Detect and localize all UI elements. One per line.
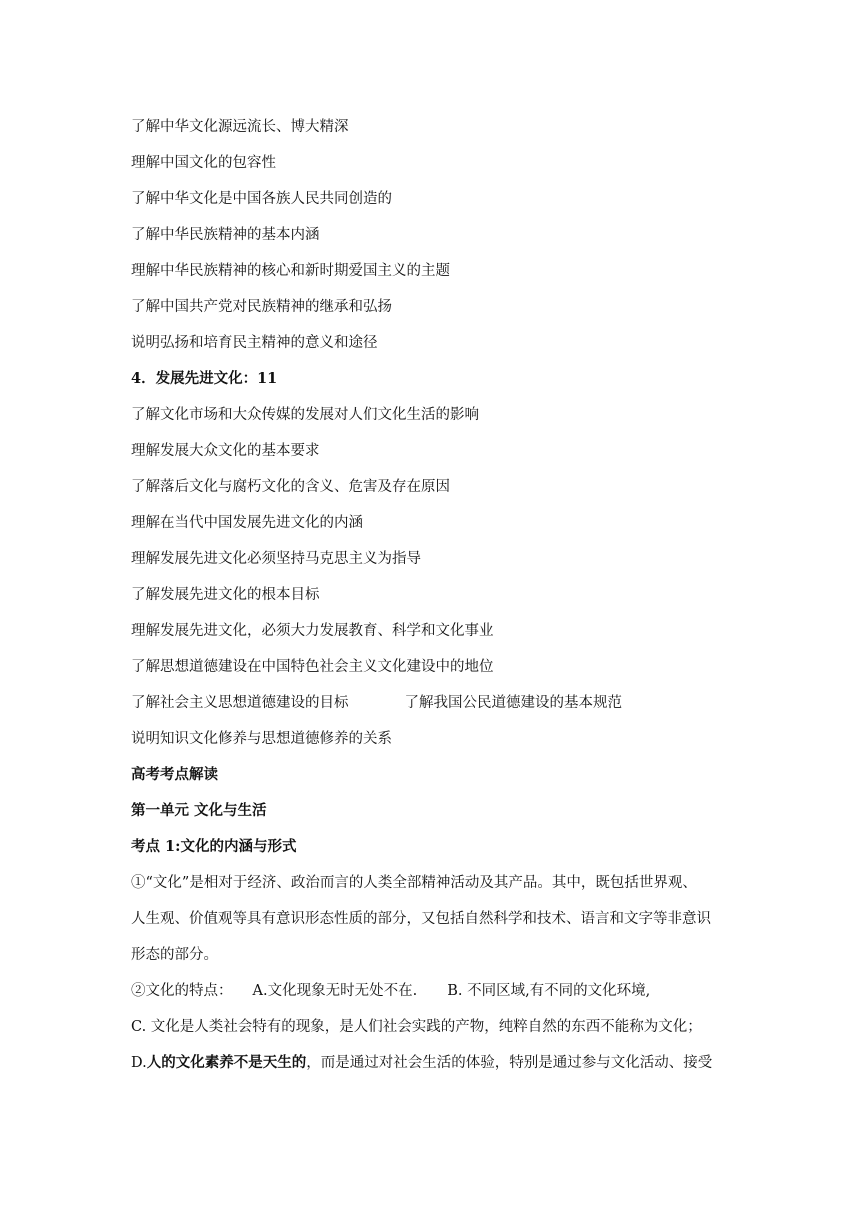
exam-heading: 高考考点解读: [131, 766, 218, 783]
point-heading: 考点 1:文化的内涵与形式: [131, 838, 297, 855]
text-line: 了解中华民族精神的基本内涵: [131, 227, 320, 243]
text-line: 说明知识文化修养与思想道德修养的关系: [131, 731, 392, 747]
text-line-left: 了解社会主义思想道德建设的目标: [131, 695, 349, 711]
text-line: 说明弘扬和培育民主精神的意义和途径: [131, 335, 378, 351]
feature-d-emphasis: 人的文化素养不是天生的: [146, 1054, 307, 1071]
paragraph-row: 形态的部分。: [131, 947, 218, 963]
unit-heading: 第一单元 文化与生活: [131, 802, 267, 819]
paragraph-row: ①“文化”是相对于经济、政治而言的人类全部精神活动及其产品。其中，既包括世界观、: [131, 875, 697, 891]
text-line: 理解发展大众文化的基本要求: [131, 443, 320, 459]
features-line: [131, 980, 741, 1002]
feature-d-rest: ，而是通过对社会生活的体验，特别是通过参与文化活动、接受: [306, 1055, 713, 1071]
text-line: 了解中国共产党对民族精神的继承和弘扬: [131, 299, 392, 315]
feature-a: A.文化现象无时无处不在.: [252, 983, 418, 999]
text-line: 理解在当代中国发展先进文化的内涵: [131, 515, 363, 531]
text-line: 了解中华文化源远流长、博大精深: [131, 119, 349, 135]
text-line: 理解中国文化的包容性: [131, 155, 276, 171]
feature-d-prefix: D.: [131, 1055, 147, 1071]
features-label: ②文化的特点：: [131, 983, 233, 999]
feature-d: [131, 1052, 741, 1074]
text-line-right: 了解我国公民道德建设的基本规范: [404, 695, 622, 711]
text-line: 了解落后文化与腐朽文化的含义、危害及存在原因: [131, 479, 450, 495]
text-line: 了解文化市场和大众传媒的发展对人们文化生活的影响: [131, 407, 479, 423]
text-line-pair: [131, 692, 741, 714]
section-heading: 4．发展先进文化：11: [131, 370, 278, 387]
paragraph-row: 人生观、价值观等具有意识形态性质的部分，又包括自然科学和技术、语言和文字等非意识: [131, 911, 711, 927]
feature-b: B. 不同区域,有不同的文化环境,: [447, 983, 651, 999]
text-line: 理解发展先进文化必须坚持马克思主义为指导: [131, 551, 421, 567]
text-line: 了解中华文化是中国各族人民共同创造的: [131, 191, 392, 207]
feature-c: C. 文化是人类社会特有的现象，是人们社会实践的产物，纯粹自然的东西不能称为文化；: [131, 1019, 702, 1035]
text-line: 了解发展先进文化的根本目标: [131, 587, 320, 603]
definition-paragraph: [131, 872, 741, 966]
text-line: 了解思想道德建设在中国特色社会主义文化建设中的地位: [131, 659, 494, 675]
document-body: [131, 116, 741, 1088]
text-line: 理解中华民族精神的核心和新时期爱国主义的主题: [131, 263, 450, 279]
text-line: 理解发展先进文化，必须大力发展教育、科学和文化事业: [131, 623, 494, 639]
